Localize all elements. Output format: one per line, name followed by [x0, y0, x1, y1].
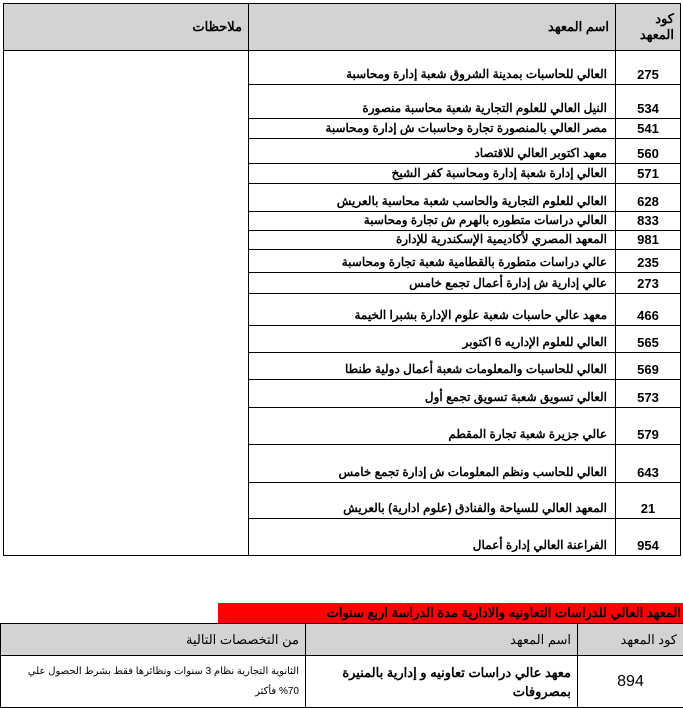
institute-code: 894 — [578, 656, 683, 708]
header-specialties: من التخصصات التالية — [1, 624, 306, 656]
table-row — [1, 656, 683, 708]
institute-name: العالي للعلوم التجارية والحاسب شعبة محاسبة بالعريش — [249, 184, 616, 212]
institute-name: عالي دراسات متطورة بالقطامية شعبة تجارة ومحاسبة — [249, 250, 616, 273]
institute-code: 534 — [616, 85, 681, 119]
cooperative-institute-table — [0, 623, 683, 708]
institute-name: العالي للحاسبات والمعلومات شعبة أعمال دولية طنطا — [249, 353, 616, 380]
institute-name: معهد اكتوبر العالي للاقتصاد — [249, 139, 616, 164]
institute-code: 541 — [616, 119, 681, 139]
institute-code: 579 — [616, 408, 681, 445]
institute-code: 643 — [616, 445, 681, 483]
institute-code: 235 — [616, 250, 681, 273]
institute-name: العالي للحاسب ونظم المعلومات ش إدارة تجمع خامس — [249, 445, 616, 483]
institute-code: 573 — [616, 380, 681, 408]
institute-name: الفراعنة العالي إدارة أعمال — [249, 519, 616, 556]
institute-name: العالي دراسات متطوره بالهرم ش تجارة ومحاسبة — [249, 212, 616, 231]
notes-cell — [4, 51, 249, 556]
institute-name: المعهد العالي للسياحة والفنادق (علوم ادارية) بالعريش — [249, 483, 616, 519]
table-header — [1, 624, 683, 656]
institute-code: 466 — [616, 294, 681, 326]
institutes-table — [3, 3, 681, 556]
institute-name: عالي جزيرة شعبة تجارة المقطم — [249, 408, 616, 445]
institute-code: 833 — [616, 212, 681, 231]
header-name: اسم المعهد — [306, 624, 578, 656]
institute-code: 273 — [616, 273, 681, 294]
specialties: الثانوية التجارية نظام 3 سنوات ونظائرها فقط بشرط الحصول علي 70% فأكثر — [1, 656, 306, 708]
institute-code: 981 — [616, 231, 681, 250]
institute-code: 569 — [616, 353, 681, 380]
institute-code: 21 — [616, 483, 681, 519]
header-name: اسم المعهد — [249, 4, 616, 51]
institute-code: 571 — [616, 164, 681, 184]
institute-name: العالي إدارة شعبة إدارة ومحاسبة كفر الشيخ — [249, 164, 616, 184]
institute-name: عالي إدارية ش إدارة أعمال تجمع خامس — [249, 273, 616, 294]
table-header — [4, 4, 681, 51]
institute-name: المعهد المصري لأكاديمية الإسكندرية للإدارة — [249, 231, 616, 250]
section-banner: المعهد العالي للدراسات التعاونيه والادارية مدة الدراسة اربع سنوات — [218, 603, 683, 623]
institute-name: العالي للحاسبات بمدينة الشروق شعبة إدارة ومحاسبة — [249, 51, 616, 85]
institute-code: 565 — [616, 326, 681, 353]
institute-code: 628 — [616, 184, 681, 212]
institute-code: 954 — [616, 519, 681, 556]
institute-name: العالي للعلوم الإداريه 6 اكتوبر — [249, 326, 616, 353]
institute-name: مصر العالي بالمنصورة تجارة وحاسبات ش إدارة ومحاسبة — [249, 119, 616, 139]
header-notes: ملاحظات — [4, 4, 249, 51]
institute-name: معهد عالي حاسبات شعبة علوم الإدارة بشبرا الخيمة — [249, 294, 616, 326]
institute-name: العالي تسويق شعبة تسويق تجمع أول — [249, 380, 616, 408]
header-code: كود المعهد — [578, 624, 683, 656]
table-row — [4, 51, 681, 85]
institute-name: النيل العالي للعلوم التجارية شعبة محاسبة منصورة — [249, 85, 616, 119]
header-code: كود المعهد — [616, 4, 681, 51]
institute-code: 275 — [616, 51, 681, 85]
institute-code: 560 — [616, 139, 681, 164]
institute-name: معهد عالي دراسات تعاونيه و إدارية بالمنيرة بمصروفات — [306, 656, 578, 708]
